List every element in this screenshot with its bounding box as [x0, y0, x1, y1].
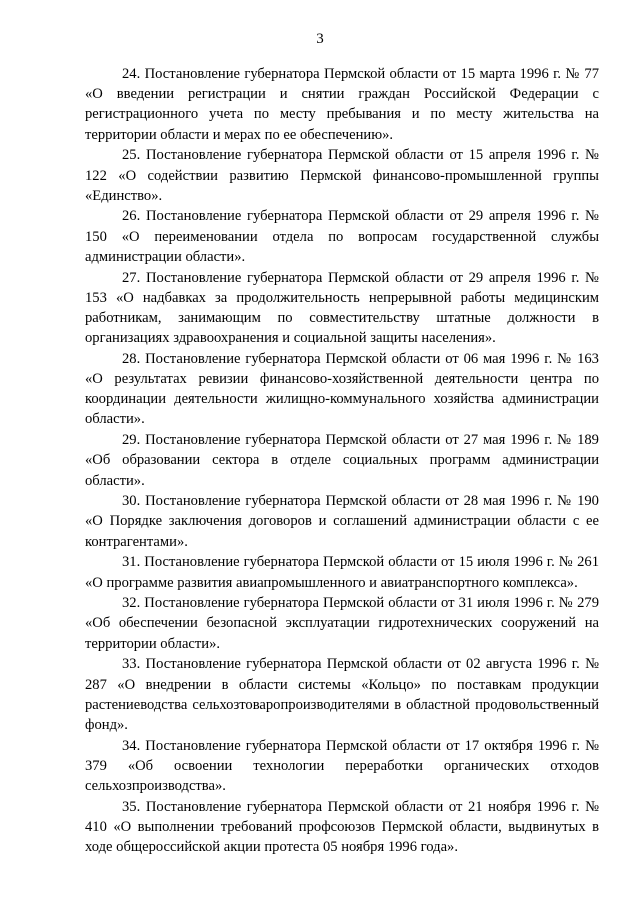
- decree-item-26: [85, 206, 599, 267]
- decree-number: 25.: [122, 147, 141, 164]
- decree-item-30: [85, 491, 599, 552]
- decree-number: 28.: [122, 350, 141, 367]
- decree-number: 31.: [122, 554, 141, 571]
- decree-item-31: [85, 552, 599, 592]
- decree-number: 32.: [122, 595, 141, 612]
- decree-item-29: [85, 430, 599, 491]
- decree-item-32: [85, 593, 599, 654]
- decree-text: Постановление губернатора Пермской области от 17 октября 1996 г. № 379 «Об освоении технологии переработки органических отходов сельхозпроизводства».: [85, 737, 600, 795]
- decree-text: Постановление губернатора Пермской области от 29 апреля 1996 г. № 150 «О переименовании отдела по вопросам государственной службы администрации области».: [85, 208, 599, 265]
- decree-number: 24.: [122, 66, 141, 82]
- decree-item-33: [85, 654, 599, 735]
- decree-number: 33.: [122, 656, 141, 673]
- decree-number: 30.: [122, 493, 141, 510]
- decree-text: Постановление губернатора Пермской области от 06 мая 1996 г. № 163 «О результатах ревизии финансово-хозяйственной деятельности центра по координации деятельности жилищно-коммунального хозяйства администрации области».: [85, 350, 599, 428]
- decree-text: Постановление губернатора Пермской области от 15 марта 1996 г. № 77 «О введении регистрации и снятии граждан Российской Федерации с регистрационного учета по месту пребывания и по месту жительства на территории области и мерах по ее обеспечению».: [85, 66, 599, 143]
- decree-item-27: [85, 268, 599, 349]
- decree-item-35: [85, 797, 599, 858]
- decree-text: Постановление губернатора Пермской области от 15 апреля 1996 г. № 122 «О содействии развитию Пермской финансово-промышленной группы «Единство».: [85, 147, 599, 204]
- decree-list: [85, 64, 599, 857]
- decree-text: Постановление губернатора Пермской области от 28 мая 1996 г. № 190 «О Порядке заключения договоров и соглашений администрации области с ее контрагентами».: [85, 493, 599, 550]
- decree-number: 29.: [122, 432, 141, 449]
- decree-item-34: [85, 736, 599, 797]
- decree-text: Постановление губернатора Пермской области от 29 апреля 1996 г. № 153 «О надбавках за продолжительность непрерывной работы медицинским работникам, занимающим по совместительству штатные должности в организациях здравоохранения и социальной защиты населения».: [85, 269, 599, 347]
- decree-number: 35.: [122, 798, 141, 815]
- decree-text: Постановление губернатора Пермской области от 21 ноября 1996 г. № 410 «О выполнении требований профсоюзов Пермской области, выдвинутых в ходе общероссийской акции протеста 05 ноября 1996 года».: [85, 798, 599, 856]
- decree-item-24: [85, 64, 599, 145]
- decree-item-25: [85, 145, 599, 206]
- decree-item-28: [85, 349, 599, 430]
- decree-number: 26.: [122, 208, 141, 225]
- decree-text: Постановление губернатора Пермской области от 31 июля 1996 г. № 279 «Об обеспечении безопасной эксплуатации гидротехнических сооружений на территории области».: [85, 595, 599, 652]
- decree-text: Постановление губернатора Пермской области от 15 июля 1996 г. № 261 «О программе развития авиапромышленного и авиатранспортного комплекса».: [85, 554, 599, 591]
- decree-number: 34.: [122, 737, 141, 754]
- page-number: 3: [316, 31, 324, 47]
- decree-number: 27.: [122, 269, 141, 286]
- decree-text: Постановление губернатора Пермской области от 02 августа 1996 г. № 287 «О внедрении в области системы «Кольцо» по поставкам продукции растениеводства сельхозтоваропроизводителями в областной продовольственный фонд».: [85, 656, 599, 733]
- decree-text: Постановление губернатора Пермской области от 27 мая 1996 г. № 189 «Об образовании сектора в отделе социальных программ администрации области».: [85, 432, 599, 489]
